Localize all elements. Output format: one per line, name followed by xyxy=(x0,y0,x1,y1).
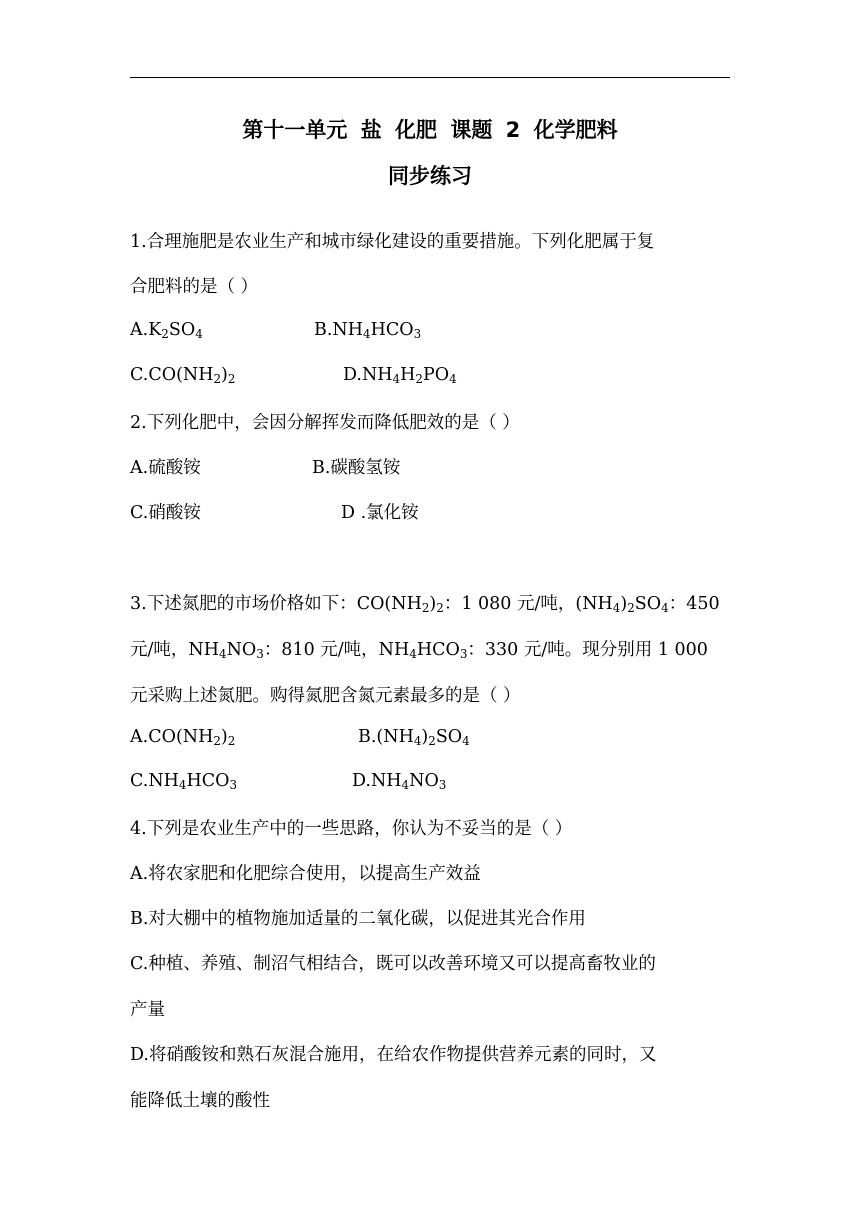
q4-option-d-line1: D.将硝酸铵和熟石灰混合施用，在给农作物提供营养元素的同时，又 xyxy=(130,1045,657,1065)
q3-stem-line3: 元采购上述氮肥。购得氮肥含氮元素最多的是（ ） xyxy=(130,686,521,706)
q1-options-row1 xyxy=(130,320,422,341)
q2-option-d: D .氯化铵 xyxy=(341,503,419,523)
q1-stem-line2: 合肥料的是（ ） xyxy=(130,277,259,297)
q1-stem-line1: 1.合理施肥是农业生产和城市绿化建设的重要措施。下列化肥属于复 xyxy=(130,232,655,252)
q1-option-d: $D.NH_4H_2PO_4$ xyxy=(343,365,457,386)
q2-option-a: A.硫酸铵 xyxy=(130,458,201,478)
q1-option-b: $B.NH_4HCO_3$ xyxy=(314,320,422,341)
q3-option-a: $A.CO(NH_2)_2$ xyxy=(130,727,236,748)
q2-option-b: B.碳酸氢铵 xyxy=(312,458,401,478)
q1-options-row2 xyxy=(130,365,457,386)
q3-stem-line2: 元/吨，$NH_4NO_3$：810 元/吨，$NH_4HCO_3$：330 元/吨。现分别用 1 000 xyxy=(130,640,708,661)
q1-option-a: $A.K_2SO_4$ xyxy=(130,320,203,341)
q4-option-b: B.对大棚中的植物施加适量的二氧化碳，以促进其光合作用 xyxy=(130,909,586,929)
q4-option-d-line2: 能降低土壤的酸性 xyxy=(130,1091,270,1111)
q2-options-row1 xyxy=(130,454,401,479)
page-subtitle: 同步练习 xyxy=(388,164,472,188)
q3-options-row1 xyxy=(130,727,470,748)
q2-options-row2 xyxy=(130,499,419,524)
q4-option-c-line2: 产量 xyxy=(130,1000,165,1020)
q4-option-c-line1: C.种植、养殖、制沼气相结合，既可以改善环境又可以提高畜牧业的 xyxy=(130,954,656,974)
q3-option-d: $D.NH_4NO_3$ xyxy=(352,771,447,792)
q2-option-c: C.硝酸铵 xyxy=(130,503,201,523)
page-title: 第十一单元 盐 化肥 课题 2 化学肥料 xyxy=(242,118,618,142)
header-rule xyxy=(130,77,730,78)
q3-option-c: $C.NH_4HCO_3$ xyxy=(130,771,238,792)
q4-option-a: A.将农家肥和化肥综合使用，以提高生产效益 xyxy=(130,864,481,884)
q3-option-b: $B.(NH_4)_2SO_4$ xyxy=(358,727,470,748)
q1-option-c: $C.CO(NH_2)_2$ xyxy=(130,365,236,386)
q2-stem: 2.下列化肥中，会因分解挥发而降低肥效的是（ ） xyxy=(130,413,520,433)
q4-stem: 4.下列是农业生产中的一些思路，你认为不妥当的是（ ） xyxy=(130,819,573,839)
q3-options-row2 xyxy=(130,771,447,792)
q3-stem-line1: 3.下述氮肥的市场价格如下：$CO(NH_2)_2$：1 080 元/吨，$(NH_4)_2SO_4$：450 xyxy=(130,594,720,615)
